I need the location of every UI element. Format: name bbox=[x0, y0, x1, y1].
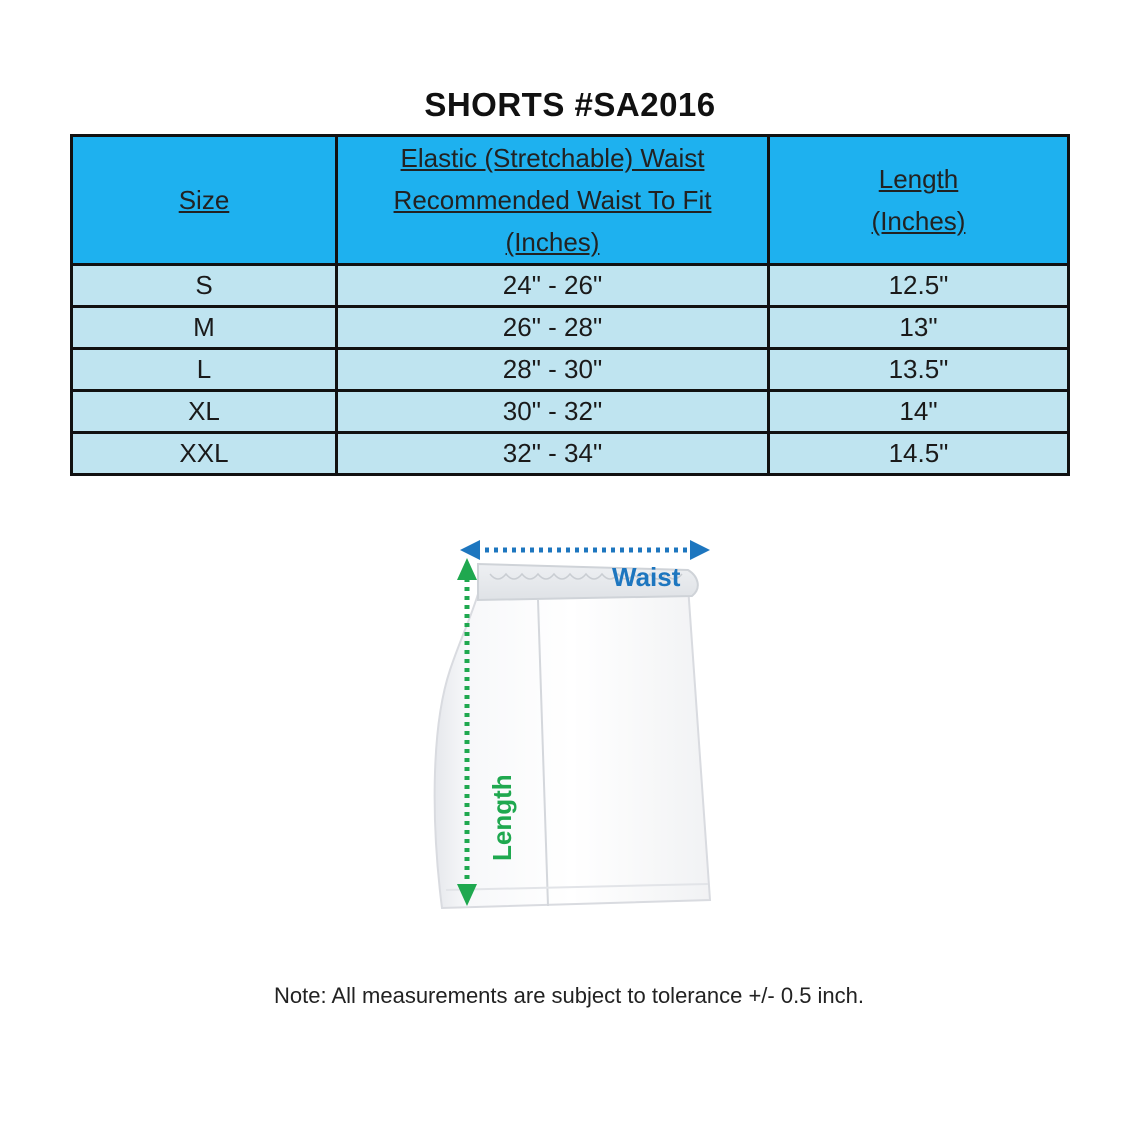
cell-length: 13" bbox=[769, 307, 1069, 349]
page-title: SHORTS #SA2016 bbox=[424, 86, 716, 123]
cell-size: S bbox=[72, 265, 337, 307]
cell-waist: 26" - 28" bbox=[337, 307, 769, 349]
cell-size: M bbox=[72, 307, 337, 349]
cell-length: 12.5" bbox=[769, 265, 1069, 307]
table-row bbox=[72, 307, 1069, 349]
header-length: Length (Inches) bbox=[769, 136, 1069, 265]
cell-length: 13.5" bbox=[769, 349, 1069, 391]
cell-waist: 30" - 32" bbox=[337, 391, 769, 433]
table-header-row bbox=[72, 136, 1069, 265]
cell-waist: 28" - 30" bbox=[337, 349, 769, 391]
cell-length: 14" bbox=[769, 391, 1069, 433]
shorts-body bbox=[435, 586, 710, 908]
cell-length: 14.5" bbox=[769, 433, 1069, 475]
length-label: Length bbox=[487, 774, 517, 861]
waist-label: Waist bbox=[612, 562, 681, 592]
header-size: Size bbox=[72, 136, 337, 265]
cell-waist: 24" - 26" bbox=[337, 265, 769, 307]
header-waist: Elastic (Stretchable) Waist Recommended Waist To Fit (Inches) bbox=[337, 136, 769, 265]
tolerance-note: Note: All measurements are subject to tolerance +/- 0.5 inch. bbox=[273, 983, 865, 1008]
table-row bbox=[72, 349, 1069, 391]
size-chart-table bbox=[70, 134, 1070, 476]
cell-size: XL bbox=[72, 391, 337, 433]
table-row bbox=[72, 433, 1069, 475]
shorts-diagram bbox=[420, 530, 740, 930]
cell-waist: 32" - 34" bbox=[337, 433, 769, 475]
cell-size: L bbox=[72, 349, 337, 391]
table-row bbox=[72, 391, 1069, 433]
cell-size: XXL bbox=[72, 433, 337, 475]
waist-arrow bbox=[460, 540, 710, 560]
table-row bbox=[72, 265, 1069, 307]
